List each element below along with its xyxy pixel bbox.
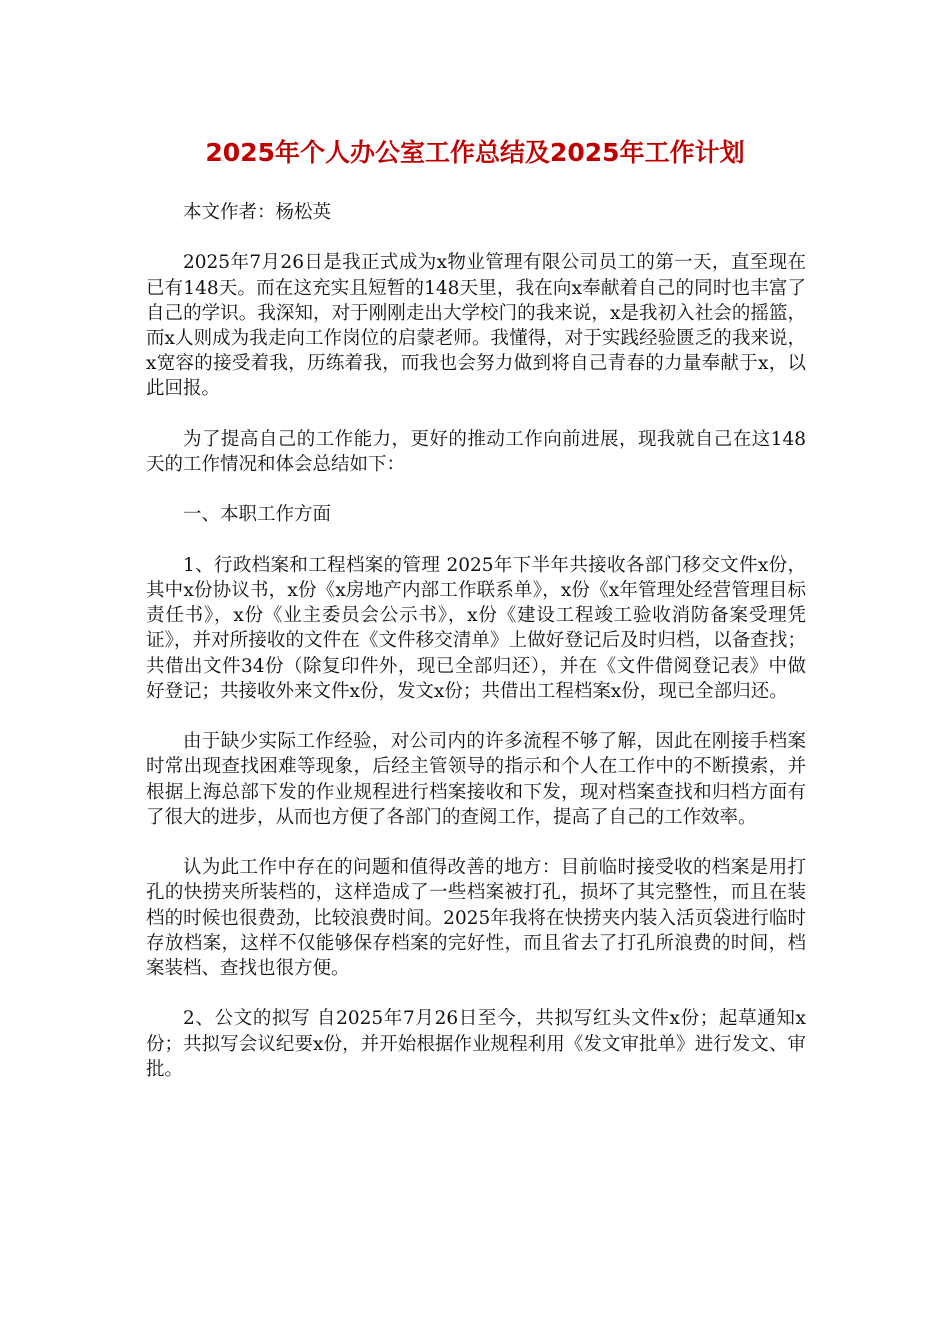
paragraph-archive-management: 1、行政档案和工程档案的管理 2025年下半年共接收各部门移交文件x份，其中x份协议书，x份《x房地产内部工作联系单》，x份《x年管理处经营管理目标责任书》，x份《业主委员会公示书》，x份《建设工程竣工验收消防备案受理凭证》，并对所接收的文件在《文件移交清单》上做好登记后及时归档，以备查找；共借出文件34份（除复印件外，现已全部归还），并在《文件借阅登记表》中做好登记；共接收外来文件x份，发文x份；共借出工程档案x份，现已全部归还。: [146, 554, 806, 702]
paragraph-experience: 由于缺少实际工作经验，对公司内的许多流程不够了解，因此在刚接手档案时常出现查找困难等现象，后经主管领导的指示和个人在工作中的不断摸索，并根据上海总部下发的作业规程进行档案接收和下发，现对档案查找和归档方面有了很大的进步，从而也方便了各部门的查阅工作，提高了自己的工作效率。: [146, 731, 806, 828]
paragraph-document-drafting: 2、公文的拟写 自2025年7月26日至今，共拟写红头文件x份；起草通知x份；共拟写会议纪要x份，并开始根据作业规程利用《发文审批单》进行发文、审批。: [146, 1008, 806, 1080]
paragraph-intro: 2025年7月26日是我正式成为x物业管理有限公司员工的第一天，直至现在已有148天。而在这充实且短暂的148天里，我在向x奉献着自己的同时也丰富了自己的学识。我深知，对于刚刚走出大学校门的我来说，x是我初入社会的摇篮，而x人则成为我走向工作岗位的启蒙老师。我懂得，对于实践经验匮乏的我来说，x宽容的接受着我，历练着我，而我也会努力做到将自己青春的力量奉献于x，以此回报。: [146, 252, 806, 400]
document-body: [146, 200, 806, 1107]
author-line: 本文作者：杨松英: [183, 202, 332, 223]
document-title: 2025年个人办公室工作总结及2025年工作计划: [205, 138, 745, 167]
paragraph-improvements: 认为此工作中存在的问题和值得改善的地方：目前临时接受收的档案是用打孔的快捞夹所装档的，这样造成了一些档案被打孔，损坏了其完整性，而且在装档的时候也很费劲，比较浪费时间。2025年我将在快捞夹内装入活页袋进行临时存放档案，这样不仅能够保存档案的完好性，而且省去了打孔所浪费的时间，档案装档、查找也很方便。: [146, 857, 806, 979]
paragraph-summary-lead: 为了提高自己的工作能力，更好的推动工作向前进展，现我就自己在这148天的工作情况和体会总结如下：: [146, 428, 806, 475]
section-heading-duties: 一、本职工作方面: [183, 504, 332, 526]
